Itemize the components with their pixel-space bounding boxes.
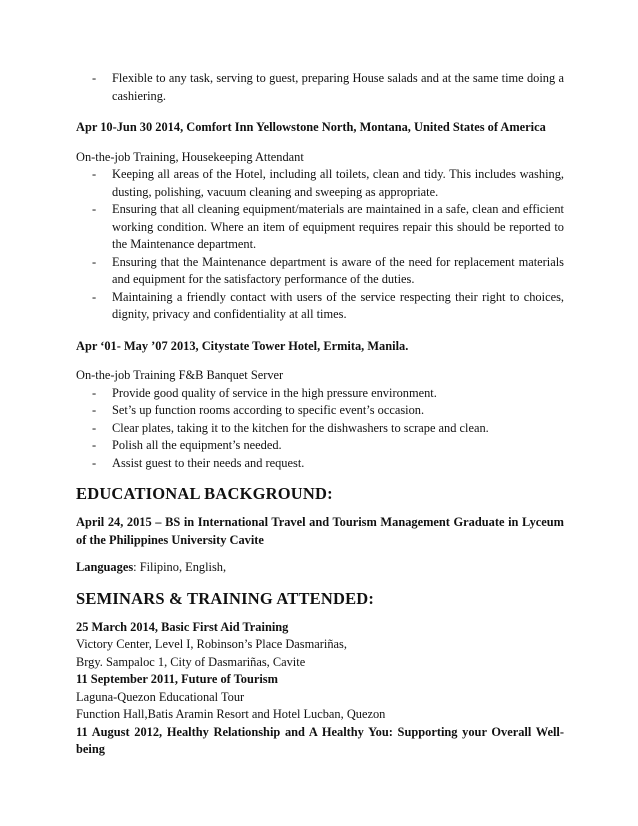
languages-label: Languages [76,560,134,574]
seminar-detail: Laguna-Quezon Educational Tour [76,689,245,704]
seminar-detail: Brgy. Sampaloc 1, City of Dasmariñas, Cavite [76,654,306,669]
bullet-item: - Provide good quality of service in the high pressure environment. [76,385,564,403]
languages-value: : Filipino, English, [133,560,227,574]
seminar-detail: Function Hall,Batis Aramin Resort and Hotel Lucban, Quezon [76,707,386,721]
seminar-title: 25 March 2014, Basic First Aid Training [76,619,289,634]
resume-content [76,70,564,759]
languages-line [76,559,564,577]
seminar-detail: Victory Center, Level I, Robinson’s Place Dasmariñas, [76,637,347,651]
job-role: On-the-job Training, Housekeeping Attendant [76,149,304,164]
bullet-item: - Flexible to any task, serving to guest, preparing House salads and at the same time doing a cashiering. [76,70,564,105]
seminars-section-title: SEMINARS & TRAINING ATTENDED: [76,588,375,608]
job-heading: Apr 10-Jun 30 2014, Comfort Inn Yellowstone North, Montana, United States of America [76,120,546,134]
job-role: On-the-job Training F&B Banquet Server [76,368,284,382]
bullet-item: - Maintaining a friendly contact with users of the service respecting their right to choices, dignity, privacy and confidentiality at all times. [76,289,564,324]
seminar-title: 11 September 2011, Future of Tourism [76,672,278,686]
bullet-item: - Polish all the equipment’s needed. [76,437,564,455]
intro-bullet-list [76,70,564,105]
job-bullet-list [76,385,564,473]
bullet-item: - Ensuring that the Maintenance department is aware of the need for replacement materials and equipment for the satisfactory performance of the duties. [76,254,564,289]
education-section-title: EDUCATIONAL BACKGROUND: [76,484,333,503]
bullet-item: - Keeping all areas of the Hotel, including all toilets, clean and tidy. This includes washing, dusting, polishing, vacuum cleaning and sweeping as appropriate. [76,166,564,201]
bullet-item: - Clear plates, taking it to the kitchen for the dishwashers to scrape and clean. [76,420,564,438]
bullet-item: - Ensuring that all cleaning equipment/materials are maintained in a safe, clean and efficient working condition. Where an item of equipment requires repair this should be reported to the Maintenance department. [76,201,564,254]
bullet-item: - Set’s up function rooms according to specific event’s occasion. [76,402,564,420]
bullet-item: - Assist guest to their needs and request. [76,455,564,473]
job-heading: Apr ‘01- May ’07 2013, Citystate Tower Hotel, Ermita, Manila. [76,338,409,353]
seminar-title: 11 August 2012, Healthy Relationship and A Healthy You: Supporting your Overall Well-being [76,724,564,756]
job-bullet-list [76,166,564,324]
degree-line: April 24, 2015 – BS in International Travel and Tourism Management Graduate in Lyceum of the Philippines University Cavite [76,515,564,547]
